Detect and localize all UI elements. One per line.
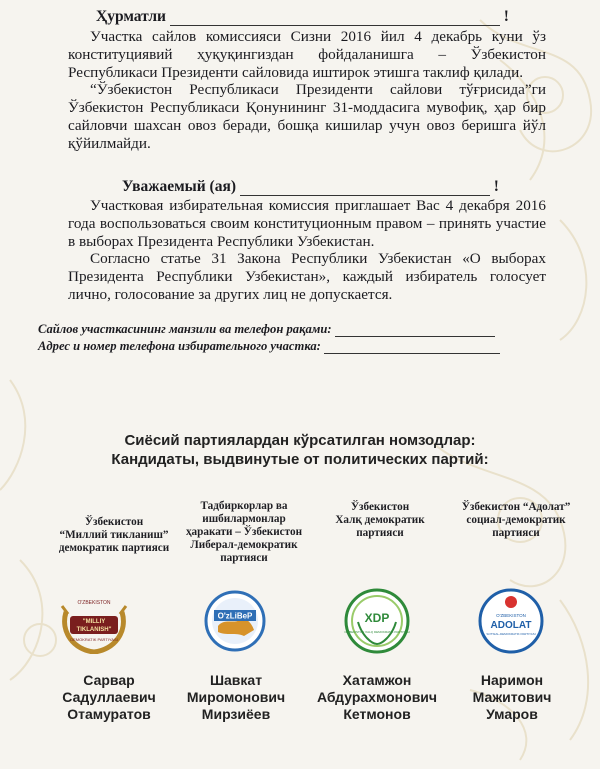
greeting-ru-label: Уважаемый (ая): [122, 178, 237, 195]
logo4-text-1: ADOLAT: [490, 620, 532, 631]
candidate-3: Хатамжон Абдурахмонович Кетмонов: [316, 672, 438, 722]
address-uz-blank[interactable]: [335, 324, 495, 337]
party-name-2: Тадбиркорлар ва ишбилармонлар ҳаракати – Ўзбекистон Либерал-демократик партияси: [185, 500, 303, 564]
greeting-uz-excl: !: [503, 8, 509, 25]
logo1-text-1: "MILLIY: [82, 619, 106, 625]
greeting-uz-label: Ҳурматли: [96, 8, 166, 25]
candidate-4: Наримон Мажитович Умаров: [472, 672, 552, 722]
russian-text-block: [68, 197, 546, 304]
candidate-2: Шавкат Миромонович Мирзиёев: [186, 672, 286, 722]
paragraph-uz-2: “Ўзбекистон Республикаси Президенти сайлови тўғрисида”ги Ўзбекистон Республикаси Қонунининг 31-моддасига мувофиқ, ҳар бир сайловчи шахсан овоз беради, бошқа кишилар учун овоз беришга йўл қўйилмайди.: [68, 81, 546, 152]
address-uz: [38, 322, 495, 337]
greeting-ru-excl: !: [493, 178, 499, 195]
paragraph-ru-1: Участковая избирательная комиссия приглашает Вас 4 декабря 2016 года воспользоваться своим конституционным правом – принять участие в выборах Президента Республики Узбекистан.: [68, 197, 546, 250]
address-uz-label: Сайлов участкасининг манзили ва телефон рақами:: [38, 322, 332, 336]
logo2-text: O'zLiBeP: [217, 611, 253, 621]
logo3-text: XDP: [364, 611, 390, 625]
logo1-text-3: DEMOKRATIK PARTIYASI: [70, 637, 118, 642]
candidate-1: Сарвар Садуллаевич Отамуратов: [62, 672, 156, 722]
xdp-logo: [344, 588, 410, 654]
logo1-text-0: O'ZBEKISTON: [77, 600, 111, 606]
party-name-3: Ўзбекистон Халқ демократик партияси: [335, 501, 425, 539]
address-ru: [38, 339, 500, 354]
milliy-tiklanish-logo: [58, 592, 130, 654]
paragraph-ru-2: Согласно статье 31 Закона Республики Узбекистан «О выборах Президента Республики Узбекистан», каждый избиратель голосует лично, голосование за других лиц не допускается.: [68, 250, 546, 303]
name-blank-uz[interactable]: [170, 11, 500, 26]
logo1-text-2: TIKLANISH": [76, 627, 112, 633]
greeting-uz: [96, 8, 509, 26]
uzlidep-logo: [204, 590, 266, 652]
candidates-heading-uz: Сиёсий партиялардан кўрсатилган номзодлар:: [124, 432, 476, 449]
logo3-subtext: O'ZBEKISTON XALQ DEMOKRATIK PARTIYASI: [344, 630, 410, 634]
logo4-text-2: SOTSIAL-DEMOKRATIK PARTIYASI: [486, 632, 536, 636]
address-ru-label: Адрес и номер телефона избирательного участка:: [38, 339, 321, 353]
party-name-1: Ўзбекистон “Миллий тикланиш” демократик партияси: [58, 516, 170, 554]
paragraph-uz-1: Участка сайлов комиссияси Сизни 2016 йил 4 декабрь куни ўз конституциявий ҳуқуқингиздан фойдаланишга – Ўзбекистон Республикаси Президенти сайловида иштирок этишга таклиф қилади.: [68, 28, 546, 81]
party-name-4: Ўзбекистон “Адолат” социал-демократик партияси: [461, 501, 571, 539]
uzbek-text-block: [68, 28, 546, 153]
address-ru-blank[interactable]: [324, 341, 500, 354]
adolat-logo: [478, 588, 544, 654]
candidates-heading-ru: Кандидаты, выдвинутые от политических партий:: [111, 451, 489, 468]
logo4-text-0: O'ZBEKISTON: [496, 613, 526, 618]
name-blank-ru[interactable]: [240, 181, 490, 196]
greeting-ru: [122, 178, 499, 196]
